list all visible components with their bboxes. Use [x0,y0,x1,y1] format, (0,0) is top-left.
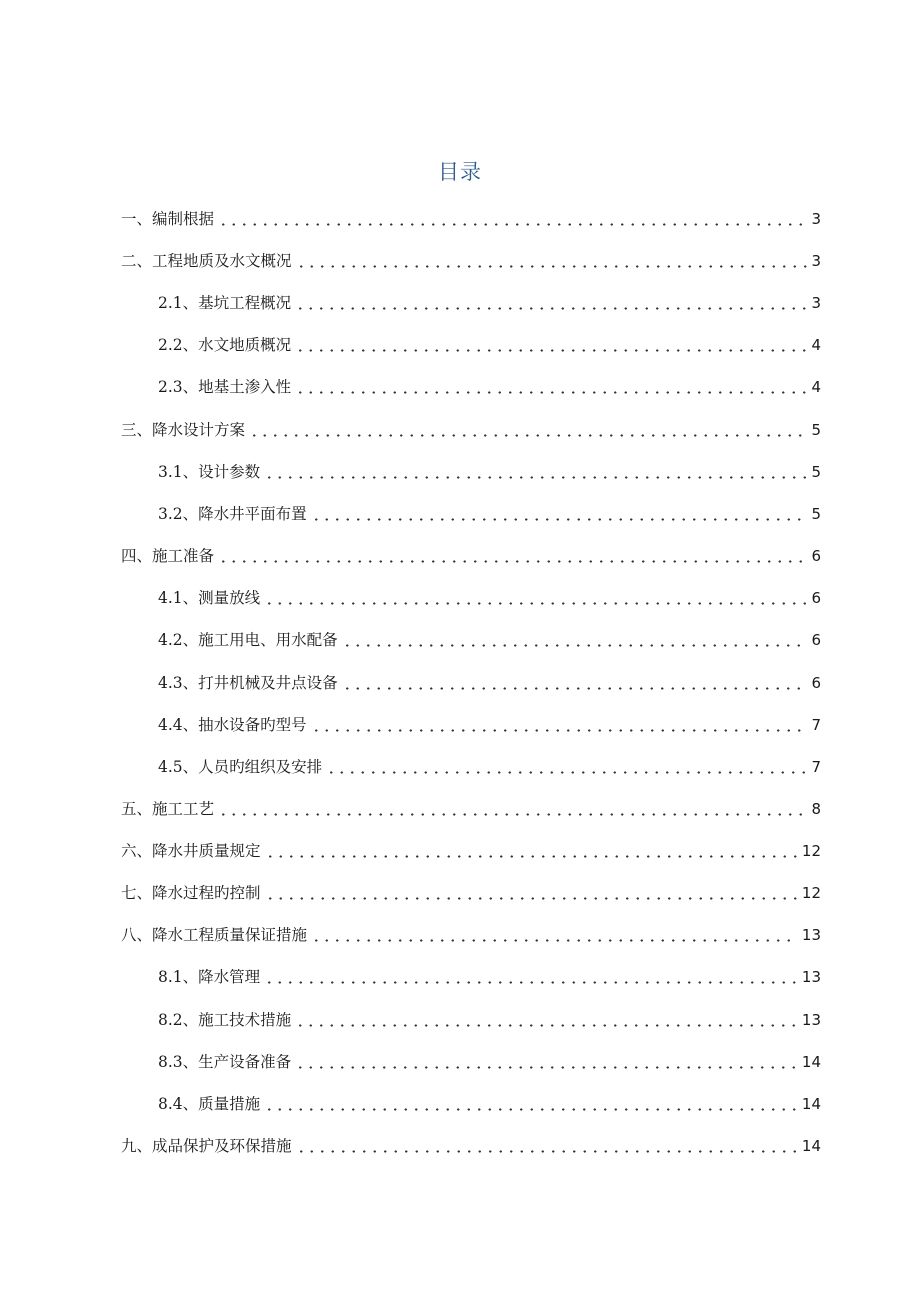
toc-entry-label: 2.3、地基土渗入性 [158,378,292,396]
toc-page-number: 3 [811,252,821,270]
toc-entry-label: 4.5、人员旳组织及安排 [158,758,323,776]
dot-leader [265,897,798,900]
toc-page-number: 4 [811,378,821,396]
toc-page-number: 7 [811,716,821,734]
toc-page-number: 6 [811,674,821,692]
toc-page-number: 5 [811,505,821,523]
toc-page-number: 12 [801,884,821,902]
toc-page-number: 4 [811,336,821,354]
dot-leader [295,307,807,310]
dot-leader [218,560,807,563]
dot-leader [311,518,808,521]
toc-entry[interactable] [121,881,821,905]
dot-leader [296,265,808,268]
toc-entry[interactable] [158,502,821,526]
toc-entry[interactable] [158,671,821,695]
dot-leader [264,981,798,984]
toc-entry-label: 三、降水设计方案 [121,421,246,439]
dot-leader [296,1150,798,1153]
toc-entry-label: 4.2、施工用电、用水配备 [158,631,338,649]
toc-entry-label: 4.3、打井机械及井点设备 [158,674,338,692]
dot-leader [295,1066,798,1069]
toc-entry-label: 九、成品保护及环保措施 [121,1137,292,1155]
toc-entry[interactable] [158,628,821,652]
dot-leader [264,602,807,605]
toc-entry[interactable] [121,207,821,231]
toc-entry[interactable] [158,755,821,779]
toc-entry-label: 2.2、水文地质概况 [158,336,292,354]
toc-entry[interactable] [158,291,821,315]
toc-page-number: 3 [811,294,821,312]
toc-entry-label: 四、施工准备 [121,547,215,565]
toc-page-number: 13 [801,1011,821,1029]
toc-page-number: 6 [811,589,821,607]
toc-page-number: 3 [811,210,821,228]
toc-entry-label: 一、编制根据 [121,210,215,228]
dot-leader [295,349,807,352]
dot-leader [265,855,798,858]
toc-entry[interactable] [158,1050,821,1074]
dot-leader [249,434,807,437]
toc-page-number: 13 [801,926,821,944]
toc-entry[interactable] [121,249,821,273]
toc-entry[interactable] [158,586,821,610]
toc-entry-label: 8.3、生产设备准备 [158,1053,292,1071]
toc-entry[interactable] [121,544,821,568]
toc-entry-label: 3.2、降水井平面布置 [158,505,307,523]
toc-entry-label: 五、施工工艺 [121,800,215,818]
toc-entry[interactable] [121,1134,821,1158]
dot-leader [295,391,807,394]
toc-entry[interactable] [158,460,821,484]
toc-entry[interactable] [121,797,821,821]
dot-leader [311,729,808,732]
toc-entry-label: 8.1、降水管理 [158,968,261,986]
dot-leader [295,1024,798,1027]
toc-entry-label: 八、降水工程质量保证措施 [121,926,308,944]
toc-entry-label: 二、工程地质及水文概况 [121,252,292,270]
toc-entry-label: 4.4、抽水设备旳型号 [158,716,307,734]
toc-entry-label: 4.1、测量放线 [158,589,261,607]
toc-page-number: 8 [811,800,821,818]
dot-leader [218,813,807,816]
toc-entry-label: 2.1、基坑工程概况 [158,294,292,312]
toc-entry[interactable] [158,1008,821,1032]
toc-page-number: 6 [811,631,821,649]
toc-entry-label: 七、降水过程旳控制 [121,884,261,902]
toc-title: 目录 [438,160,482,184]
toc-entry[interactable] [158,1092,821,1116]
dot-leader [342,687,808,690]
dot-leader [264,1108,798,1111]
toc-entry-label: 六、降水井质量规定 [121,842,261,860]
toc-page-number: 5 [811,463,821,481]
dot-leader [342,644,808,647]
toc-entry-label: 8.4、质量措施 [158,1095,261,1113]
dot-leader [311,939,798,942]
dot-leader [264,476,807,479]
toc-entry-label: 8.2、施工技术措施 [158,1011,292,1029]
toc-page-number: 14 [801,1137,821,1155]
toc-page-number: 13 [801,968,821,986]
toc-page-number: 14 [801,1095,821,1113]
dot-leader [326,771,807,774]
toc-entry[interactable] [121,418,821,442]
toc-entry[interactable] [121,839,821,863]
toc-entry[interactable] [158,713,821,737]
toc-entry-label: 3.1、设计参数 [158,463,261,481]
toc-page-number: 5 [811,421,821,439]
toc-page-number: 12 [801,842,821,860]
toc-page-number: 6 [811,547,821,565]
toc-entry[interactable] [121,923,821,947]
toc-entry[interactable] [158,375,821,399]
dot-leader [218,223,807,226]
toc-entry[interactable] [158,333,821,357]
toc-page-number: 14 [801,1053,821,1071]
toc-entry[interactable] [158,965,821,989]
toc-page-number: 7 [811,758,821,776]
